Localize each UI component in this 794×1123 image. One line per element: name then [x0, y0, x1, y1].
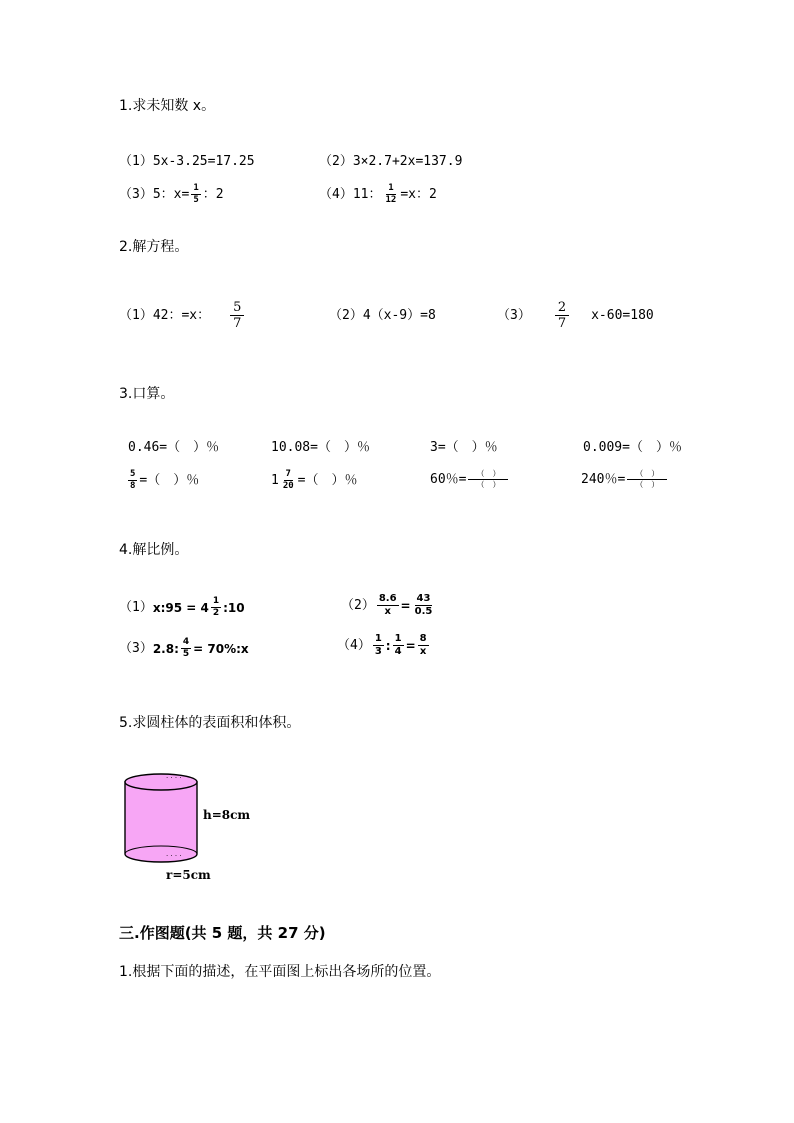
fraction-numerator: 4: [182, 637, 190, 647]
q4-item-4: [337, 634, 431, 657]
fraction-denominator: 5: [193, 195, 199, 205]
fraction-denominator: 5: [182, 649, 190, 659]
q1-item-4-post: =x：2: [400, 187, 437, 202]
q2-item-3-post: x-60=180: [591, 308, 654, 323]
fraction-numerator: 1: [193, 183, 199, 193]
q1-item-3-fraction: [191, 184, 200, 205]
q1-item-1: （1）5x-3.25=17.25: [119, 154, 255, 169]
ratio-colon: :: [385, 638, 391, 653]
fraction-numerator: 5: [130, 469, 136, 479]
q5-title: 5.求圆柱体的表面积和体积。: [119, 715, 301, 731]
fraction-numerator: 8.6: [378, 593, 397, 604]
q4-title: 4.解比例。: [119, 542, 189, 558]
q3-row2-item-4-pre: 240％=: [581, 472, 626, 487]
fraction-numerator-blank: （ ）: [627, 470, 667, 480]
q4-item-4-fraction-3: [418, 634, 429, 657]
q3-row2-item-1: [126, 470, 199, 491]
q4-item-1-math: x:95 = 4: [152, 600, 209, 615]
fraction-denominator: 4: [394, 646, 402, 657]
q4-item-4-pre: （4）: [337, 638, 371, 653]
q1-item-3-pre: （3）5：x=: [119, 187, 190, 202]
fraction-numerator: 5: [230, 301, 244, 316]
fraction-denominator: 2: [212, 608, 220, 618]
q1-item-4-pre: （4）11：: [319, 187, 382, 202]
q3-title: 3.口算。: [119, 386, 175, 402]
q4-item-1: [119, 597, 245, 618]
q4-item-3-math: 2.8:: [152, 641, 179, 656]
section3-title: 三.作图题(共 5 题，共 27 分): [119, 924, 326, 942]
q3-row1-item-1: 0.46=（ ）％: [128, 440, 220, 455]
fraction-denominator: 8: [130, 481, 136, 491]
q1-item-3-post: ：2: [202, 187, 224, 202]
q3-row2-item-3-pre: 60％=: [430, 472, 467, 487]
q4-item-2: [341, 594, 436, 617]
fraction-numerator: 1: [374, 633, 382, 644]
q4-item-1-pre: （1）: [119, 600, 153, 615]
cylinder-body: [125, 782, 197, 862]
q1-item-3: [119, 184, 224, 205]
q4-item-2-fraction-2: [413, 594, 435, 617]
equals-sign: =: [405, 638, 416, 653]
q3-row2-item-1-post: =（ ）％: [139, 473, 200, 488]
radius-label: r=5cm: [166, 868, 211, 882]
q3-row2-item-2-fraction: [281, 470, 296, 491]
q1-item-4: [319, 184, 437, 205]
q1-item-4-fraction: [383, 184, 398, 205]
bottom-radius-dots: · · · ·: [166, 852, 182, 860]
fraction-numerator: 43: [416, 593, 431, 604]
fraction-denominator: x: [419, 646, 427, 657]
q4-item-3-fraction: [181, 638, 191, 659]
q3-row2-item-4-fraction: [627, 470, 667, 489]
q3-row2-item-2: [271, 470, 358, 491]
q2-item-1-pre: （1）42：=x：: [119, 308, 211, 323]
q2-item-1-fraction: [230, 301, 244, 330]
q3-row2-item-3-fraction: [468, 470, 508, 489]
q3-row2-item-1-fraction: [128, 470, 137, 491]
fraction-numerator: 7: [285, 469, 291, 479]
q4-item-3: [119, 638, 249, 659]
q4-item-4-fraction-1: [373, 634, 384, 657]
q1-item-2: （2）3×2.7+2x=137.9: [319, 154, 463, 169]
fraction-denominator: x: [384, 606, 391, 617]
fraction-numerator: 8: [419, 633, 427, 644]
fraction-numerator: 2: [555, 301, 569, 316]
fraction-denominator: 0.5: [414, 606, 433, 617]
q4-item-3-pre: （3）: [119, 641, 153, 656]
q2-item-3-fraction: [555, 301, 569, 330]
fraction-numerator: 1: [388, 183, 394, 193]
q4-item-2-pre: （2）: [341, 598, 375, 613]
section3-q1: 1.根据下面的描述，在平面图上标出各场所的位置。: [119, 964, 441, 980]
fraction-numerator: 1: [212, 596, 220, 606]
q4-item-1-fraction: [211, 597, 221, 618]
q3-row1-item-2: 10.08=（ ）％: [271, 440, 370, 455]
cylinder-diagram: [118, 766, 208, 870]
q4-item-3-post: = 70%:x: [193, 641, 249, 656]
fraction-denominator: 7: [557, 316, 567, 331]
q2-item-2: （2）4（x-9）=8: [329, 308, 436, 323]
q2-title: 2.解方程。: [119, 239, 189, 255]
q4-item-4-fraction-2: [393, 634, 404, 657]
q1-title: 1.求未知数 x。: [119, 98, 216, 114]
q2-item-1: [119, 301, 246, 330]
equals-sign: =: [400, 598, 411, 613]
q3-row2-item-3: [430, 470, 510, 489]
fraction-denominator: 3: [374, 646, 382, 657]
q4-item-2-fraction-1: [377, 594, 399, 617]
q2-item-3-pre: （3）: [497, 308, 531, 323]
fraction-denominator: 7: [233, 316, 242, 331]
top-radius-dots: · · · ·: [166, 774, 182, 782]
fraction-numerator: 1: [394, 633, 402, 644]
q3-row2-item-2-post: =（ ）％: [297, 473, 358, 488]
height-label: h=8cm: [203, 808, 251, 822]
q4-item-1-post: :10: [223, 600, 245, 615]
cylinder-top-face: [125, 774, 197, 790]
mixed-number-whole: 1: [271, 473, 279, 488]
q3-row1-item-4: 0.009=（ ）％: [583, 440, 682, 455]
q3-row1-item-3: 3=（ ）％: [430, 440, 498, 455]
fraction-denominator: 12: [385, 195, 397, 205]
q2-item-3: [497, 301, 654, 330]
fraction-denominator-blank: （ ）: [476, 480, 501, 489]
fraction-numerator-blank: （ ）: [468, 470, 508, 480]
q3-row2-item-4: [581, 470, 669, 489]
fraction-denominator: 20: [282, 481, 294, 491]
fraction-denominator-blank: （ ）: [635, 480, 660, 489]
